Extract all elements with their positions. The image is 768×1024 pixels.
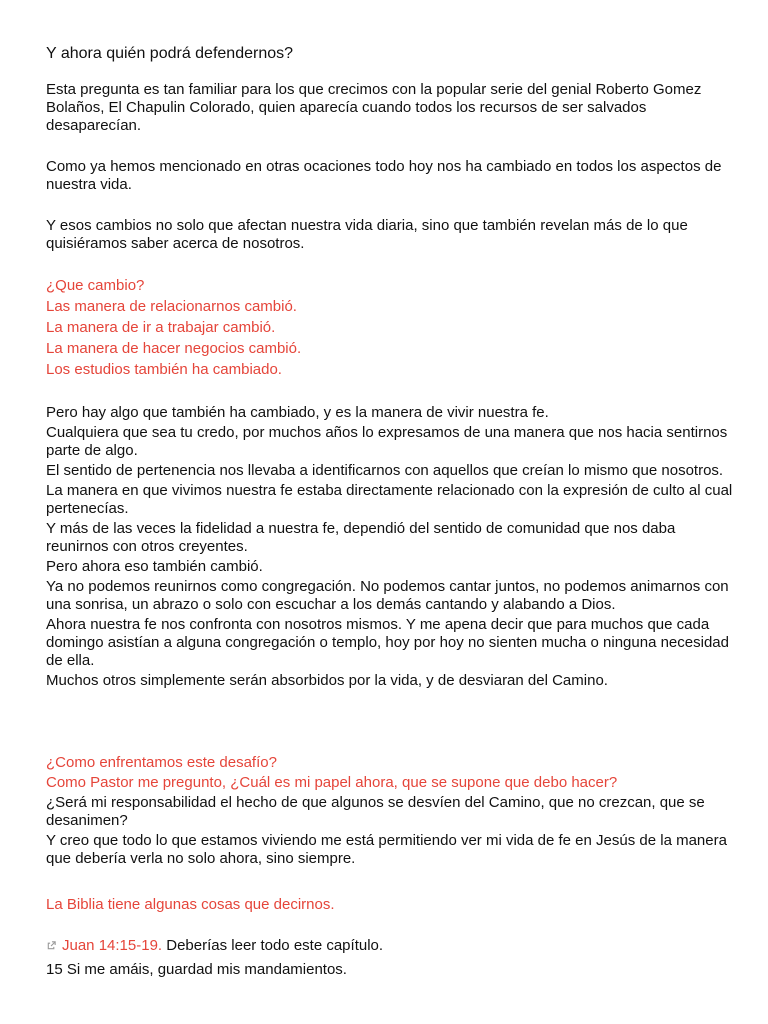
link-icon xyxy=(46,940,57,951)
reference-note: Deberías leer todo este capítulo. xyxy=(162,937,384,954)
challenge-section xyxy=(46,754,736,868)
faith-paragraph: Muchos otros simplemente serán absorbidos por la vida, y de desviaran del Camino. xyxy=(46,672,608,689)
faith-paragraph: Pero hay algo que también ha cambiado, y es la manera de vivir nuestra fe. xyxy=(46,404,549,421)
reference-link[interactable]: Juan 14:15-19. xyxy=(62,937,163,954)
changes-list xyxy=(46,277,736,379)
intro-paragraph-2: Como ya hemos mencionado en otras ocaciones todo hoy nos ha cambiado en todos los aspectos de nuestra vida. xyxy=(46,158,722,193)
faith-paragraph: Ya no podemos reunirnos como congregación. No podemos cantar juntos, no podemos animarnos con una sonrisa, un abrazo o solo con escuchar a los demás cantando y alabando a Dios. xyxy=(46,578,729,613)
pastor-question: Como Pastor me pregunto, ¿Cuál es mi papel ahora, que se supone que debo hacer? xyxy=(46,774,618,791)
faith-paragraph: Y más de las veces la fidelidad a nuestra fe, dependió del sentido de comunidad que nos daba reunirnos con otros creyentes. xyxy=(46,520,676,555)
intro-paragraph-1: Esta pregunta es tan familiar para los que crecimos con la popular serie del genial Roberto Gomez Bolaños, El Chapulin Colorado, quien aparecía cuando todos los recursos de ser salvados desaparecían. xyxy=(46,81,702,134)
faith-paragraph: Ahora nuestra fe nos confronta con nosotros mismos. Y me apena decir que para muchos que cada domingo asistían a alguna congregación o templo, hoy por hoy no sienten mucha o ninguna necesidad de ella. xyxy=(46,616,729,669)
faith-paragraph: Pero ahora eso también cambió. xyxy=(46,558,263,575)
bible-heading: La Biblia tiene algunas cosas que decirnos. xyxy=(46,896,335,913)
changes-question: ¿Que cambio? xyxy=(46,277,145,294)
challenge-paragraph: ¿Será mi responsabilidad el hecho de que algunos se desvíen del Camino, que no crezcan, que se desanimen? xyxy=(46,794,705,829)
document-title: Y ahora quién podrá defendernos? xyxy=(46,45,294,62)
faith-paragraph: La manera en que vivimos nuestra fe estaba directamente relacionado con la expresión de culto al cual pertenecías. xyxy=(46,482,733,517)
faith-section xyxy=(46,404,736,690)
faith-paragraph: El sentido de pertenencia nos llevaba a identificarnos con aquellos que creían lo mismo que nosotros. xyxy=(46,462,724,479)
bible-reference xyxy=(46,937,736,955)
changes-item: Los estudios también ha cambiado. xyxy=(46,361,282,378)
faith-paragraph: Cualquiera que sea tu credo, por muchos años lo expresamos de una manera que nos hacia sentirnos parte de algo. xyxy=(46,424,728,459)
changes-item: La manera de hacer negocios cambió. xyxy=(46,340,302,357)
changes-item: Las manera de relacionarnos cambió. xyxy=(46,298,297,315)
changes-item: La manera de ir a trabajar cambió. xyxy=(46,319,276,336)
intro-paragraph-3: Y esos cambios no solo que afectan nuestra vida diaria, sino que también revelan más de lo que quisiéramos saber acerca de nosotros. xyxy=(46,217,688,252)
verse-text: 15 Si me amáis, guardad mis mandamientos. xyxy=(46,961,347,978)
challenge-question: ¿Como enfrentamos este desafío? xyxy=(46,754,277,771)
challenge-paragraph: Y creo que todo lo que estamos viviendo me está permitiendo ver mi vida de fe en Jesús de la manera que debería verla no solo ahora, sino siempre. xyxy=(46,832,727,867)
